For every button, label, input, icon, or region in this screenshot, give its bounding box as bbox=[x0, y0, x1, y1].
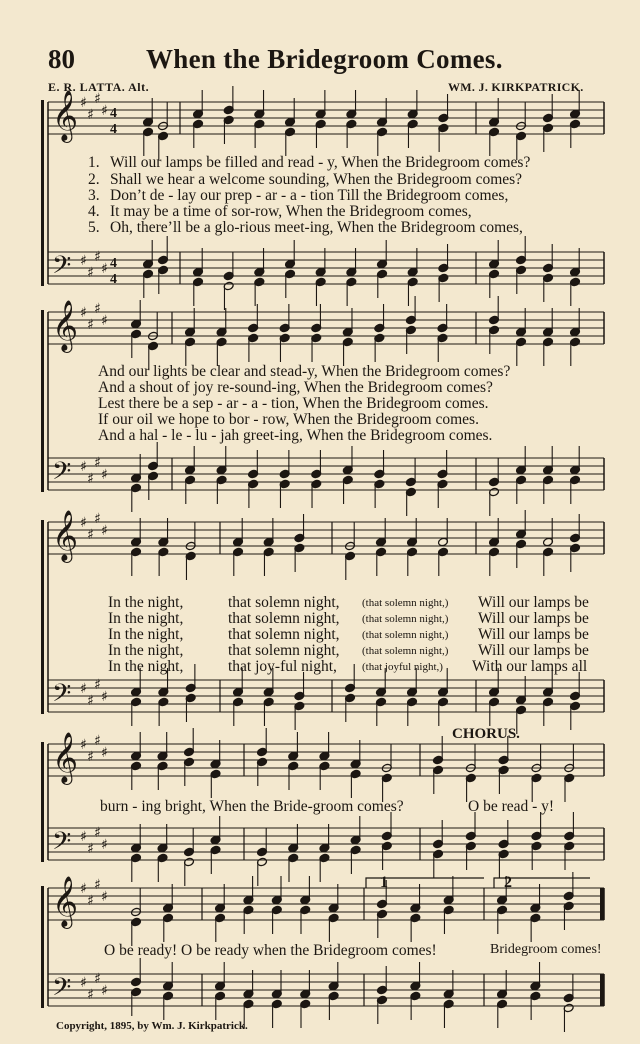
sharp-sign: ♯ bbox=[94, 971, 101, 987]
lyric-d-3: Will our lamps be bbox=[478, 626, 589, 643]
sharp-sign: ♯ bbox=[87, 841, 94, 857]
bass-clef: 𝄢 bbox=[52, 827, 72, 862]
verse-line-2-3: Lest there be a sep - ar - a - tion, When the Bridegroom comes. bbox=[98, 395, 489, 412]
sharp-sign: ♯ bbox=[80, 829, 87, 845]
treble-clef: 𝄞 bbox=[52, 876, 79, 927]
lyric-c-2: (that solemn night,) bbox=[362, 613, 449, 625]
verse-number: 4. bbox=[88, 203, 100, 220]
verse-line-3: 3. Don’t de - lay our prep - ar - a - tion Till the Bridegroom comes, bbox=[88, 187, 509, 204]
sharp-sign: ♯ bbox=[101, 745, 108, 761]
hymn-title: When the Bridegroom Comes. bbox=[146, 44, 503, 74]
verse-line-2-5: And a hal - le - lu - jah greet-ing, When the Bridegroom comes. bbox=[98, 427, 493, 444]
verse-line-1: 1. Will our lamps be filled and read - y, When the Bridegroom comes? bbox=[88, 154, 531, 171]
treble-clef: 𝄞 bbox=[52, 732, 79, 783]
sharp-sign: ♯ bbox=[87, 471, 94, 487]
sharp-sign: ♯ bbox=[101, 689, 108, 705]
sharp-sign: ♯ bbox=[80, 881, 87, 897]
sharp-sign: ♯ bbox=[101, 103, 108, 119]
bass-clef: 𝄢 bbox=[52, 457, 72, 492]
lyric-c-5: (that joyful night,) bbox=[362, 661, 443, 673]
lyric-b-3: that solemn night, bbox=[228, 626, 340, 643]
second-ending-number: 2 bbox=[504, 874, 512, 891]
time-sig: 4 bbox=[110, 122, 117, 137]
bass-clef: 𝄢 bbox=[52, 973, 72, 1008]
lyric-a-4: In the night, bbox=[108, 642, 184, 659]
sharp-sign: ♯ bbox=[80, 459, 87, 475]
verse-number: 2. bbox=[88, 171, 100, 188]
treble-clef: 𝄞 bbox=[52, 90, 79, 141]
lyric-d-2: Will our lamps be bbox=[478, 610, 589, 627]
verse-number: 3. bbox=[88, 187, 100, 204]
sharp-sign: ♯ bbox=[101, 313, 108, 329]
chorus-lyric-right: O be read - y! bbox=[468, 798, 555, 815]
brace bbox=[41, 742, 44, 862]
lyric-b-4: that solemn night, bbox=[228, 642, 340, 659]
bass-clef: 𝄢 bbox=[52, 251, 72, 286]
final-barline bbox=[600, 888, 604, 920]
brace bbox=[41, 310, 44, 492]
sharp-sign: ♯ bbox=[94, 677, 101, 693]
first-ending-number: 1 bbox=[380, 874, 388, 891]
verse-line-2: 2. Shall we hear a welcome sounding, When the Bridegroom comes? bbox=[88, 171, 523, 188]
sharp-sign: ♯ bbox=[101, 467, 108, 483]
sharp-sign: ♯ bbox=[87, 987, 94, 1003]
sharp-sign: ♯ bbox=[94, 301, 101, 317]
brace bbox=[41, 100, 44, 286]
sharp-sign: ♯ bbox=[101, 261, 108, 277]
bass-clef: 𝄢 bbox=[52, 679, 72, 714]
sharp-sign: ♯ bbox=[80, 681, 87, 697]
sharp-sign: ♯ bbox=[80, 95, 87, 111]
lyric-c-1: (that solemn night,) bbox=[362, 597, 449, 609]
sharp-sign: ♯ bbox=[80, 253, 87, 269]
lyric-a-1: In the night, bbox=[108, 594, 184, 611]
verse-number: 5. bbox=[88, 219, 100, 236]
chorus-label: CHORUS. bbox=[452, 726, 520, 742]
sharp-sign: ♯ bbox=[101, 523, 108, 539]
sharp-sign: ♯ bbox=[94, 455, 101, 471]
composer-credit: WM. J. KIRKPATRICK. bbox=[448, 80, 584, 94]
brace bbox=[41, 520, 44, 714]
author-credit: E. R. LATTA. Alt. bbox=[48, 80, 150, 94]
chorus-lyric-left: burn - ing bright, When the Bride-groom comes? bbox=[100, 798, 404, 815]
lyric-a-3: In the night, bbox=[108, 626, 184, 643]
lyric-a-2: In the night, bbox=[108, 610, 184, 627]
lyric-b-2: that solemn night, bbox=[228, 610, 340, 627]
sharp-sign: ♯ bbox=[94, 91, 101, 107]
verse-line-2-4: If our oil we hope to bor - row, When the Bridegroom comes. bbox=[98, 411, 479, 428]
sharp-sign: ♯ bbox=[87, 693, 94, 709]
sharp-sign: ♯ bbox=[87, 893, 94, 909]
lyric-d-5: With our lamps all bbox=[472, 658, 588, 675]
final-barline bbox=[600, 974, 604, 1006]
time-sig: 4 bbox=[110, 272, 117, 287]
sharp-sign: ♯ bbox=[101, 889, 108, 905]
sharp-sign: ♯ bbox=[87, 107, 94, 123]
brace bbox=[41, 886, 44, 1008]
sharp-sign: ♯ bbox=[101, 983, 108, 999]
sharp-sign: ♯ bbox=[80, 515, 87, 531]
lyric-b-1: that solemn night, bbox=[228, 594, 340, 611]
lyric-a-5: In the night, bbox=[108, 658, 184, 675]
sharp-sign: ♯ bbox=[87, 317, 94, 333]
final-lyric-main: O be ready! O be ready when the Bridegroom comes! bbox=[104, 942, 437, 959]
verse-line-2-2: And a shout of joy re-sound-ing, When the Bridegroom comes? bbox=[98, 379, 493, 396]
time-sig: 4 bbox=[110, 106, 117, 121]
sharp-sign: ♯ bbox=[94, 825, 101, 841]
verse-number: 1. bbox=[88, 154, 100, 171]
treble-clef: 𝄞 bbox=[52, 300, 79, 351]
lyric-c-4: (that solemn night,) bbox=[362, 645, 449, 657]
sharp-sign: ♯ bbox=[94, 733, 101, 749]
sharp-sign: ♯ bbox=[80, 737, 87, 753]
lyric-d-4: Will our lamps be bbox=[478, 642, 589, 659]
time-sig: 4 bbox=[110, 256, 117, 271]
sharp-sign: ♯ bbox=[94, 877, 101, 893]
lyric-b-5: that joy-ful night, bbox=[228, 658, 337, 675]
copyright-notice: Copyright, 1895, by Wm. J. Kirkpatrick. bbox=[56, 1020, 248, 1032]
sharp-sign: ♯ bbox=[94, 511, 101, 527]
sharp-sign: ♯ bbox=[94, 249, 101, 265]
sharp-sign: ♯ bbox=[80, 305, 87, 321]
sharp-sign: ♯ bbox=[87, 265, 94, 281]
lyric-d-1: Will our lamps be bbox=[478, 594, 589, 611]
sharp-sign: ♯ bbox=[80, 975, 87, 991]
sharp-sign: ♯ bbox=[87, 749, 94, 765]
verse-line-2-1: And our lights be clear and stead-y, When the Bridegroom comes? bbox=[98, 363, 511, 380]
treble-clef: 𝄞 bbox=[52, 510, 79, 561]
verse-line-4: 4. It may be a time of sor-row, When the Bridegroom comes, bbox=[88, 203, 472, 220]
sharp-sign: ♯ bbox=[87, 527, 94, 543]
lyric-c-3: (that solemn night,) bbox=[362, 629, 449, 641]
verse-line-5: 5. Oh, there’ll be a glo-rious meet-ing, When the Bridegroom comes, bbox=[88, 219, 523, 236]
page-number: 80 bbox=[48, 44, 75, 74]
sharp-sign: ♯ bbox=[101, 837, 108, 853]
final-lyric-ending: Bridegroom comes! bbox=[490, 942, 602, 957]
